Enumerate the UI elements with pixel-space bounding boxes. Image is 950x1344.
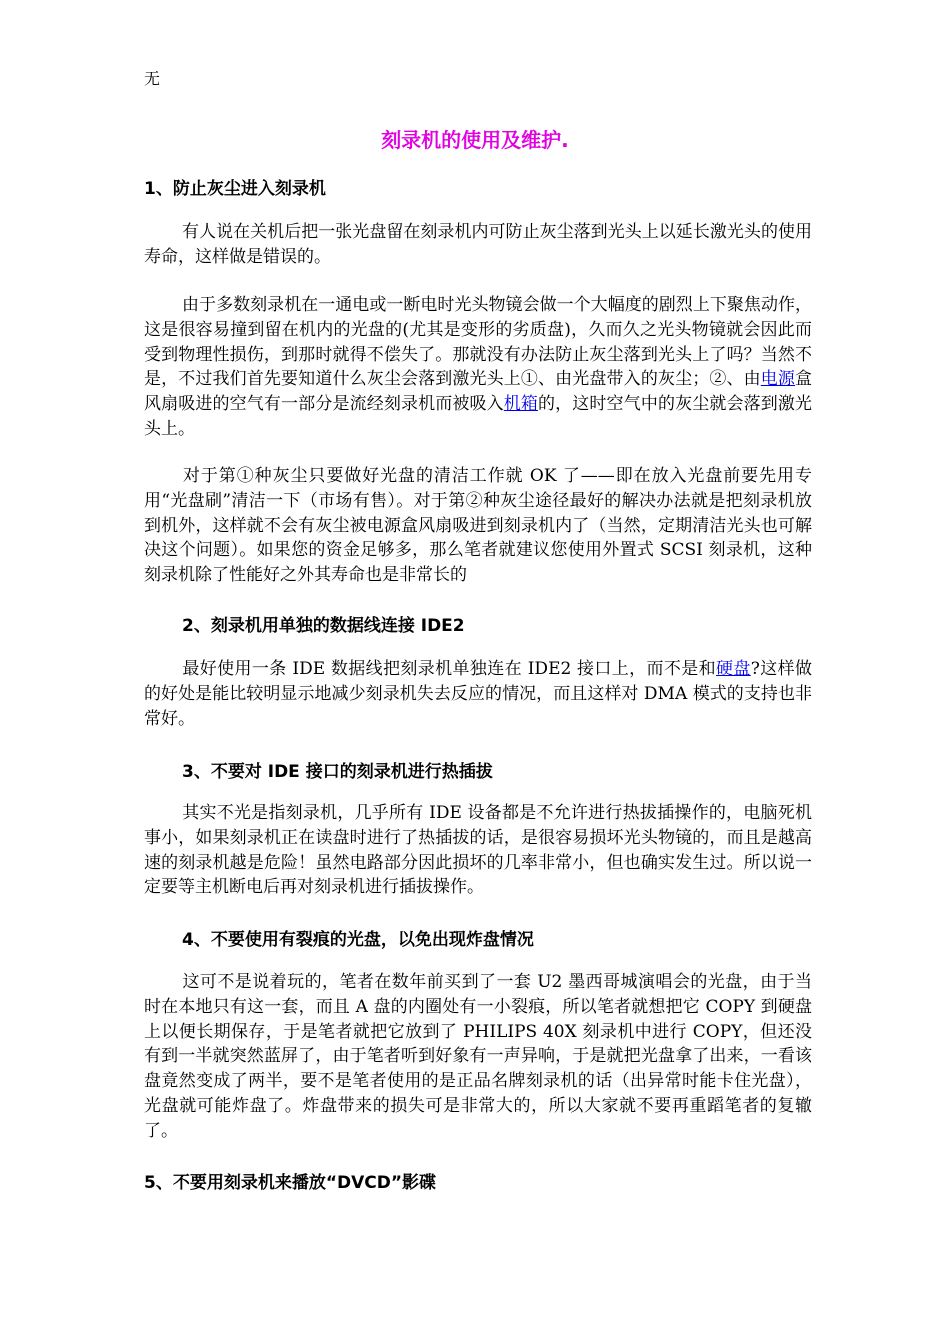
section-1-paragraph-1: 有人说在关机后把一张光盘留在刻录机内可防止灰尘落到光头上以延长激光头的使用寿命，这样做是错误的。 xyxy=(144,222,812,267)
section-4-paragraph-1: 这可不是说着玩的，笔者在数年前买到了一套 U2 墨西哥城演唱会的光盘，由于当时在本地只有这一套，而且 A 盘的内圈处有一小裂痕，所以笔者就想把它 COPY 到硬盘上以便长期保存，于是笔者就把它放到了 PHILIPS 40X 刻录机中进行 COPY，但还没有到一半就突然蓝屏了，由于笔者听到好象有一声异响，于是就把光盘拿了出来，一看该盘竟然变成了两半，要不是笔者使用的是正品名牌刻录机的话（出异常时能卡住光盘），光盘就可能炸盘了。炸盘带来的损失可是非常大的，所以大家就不要再重蹈笔者的复辙了。 xyxy=(144,972,812,1141)
section-3-heading: 3、不要对 IDE 接口的刻录机进行热插拔 xyxy=(182,762,493,782)
page-header: 无 xyxy=(144,69,161,88)
section-4-heading: 4、不要使用有裂痕的光盘，以免出现炸盘情况 xyxy=(182,930,534,950)
section-1-paragraph-2: 由于多数刻录机在一通电或一断电时光头物镜会做一个大幅度的剧烈上下聚焦动作，这是很容易撞到留在机内的光盘的(尤其是变形的劣质盘)，久而久之光头物镜就会因此而受到物理性损伤，到那时就得不偿失了。那就没有办法防止灰尘落到光头上了吗？当然不是，不过我们首先要知道什么灰尘会落到激光头上①、由光盘带入的灰尘；②、由电源盒风扇吸进的空气有一部分是流经刻录机而被吸入机箱的，这时空气中的灰尘就会落到激光头上。 xyxy=(144,295,813,439)
section-5-heading: 5、不要用刻录机来播放“DVCD”影碟 xyxy=(144,1173,437,1193)
section-1-paragraph-3: 对于第①种灰尘只要做好光盘的清洁工作就 OK 了——即在放入光盘前要先用专用“光盘刷”清洁一下（市场有售）。对于第②种灰尘途径最好的解决办法就是把刻录机放到机外，这样就不会有灰尘被电源盒风扇吸进到刻录机内了（当然，定期清洁光头也可解决这个问题）。如果您的资金足够多，那么笔者就建议您使用外置式 SCSI 刻录机，这种刻录机除了性能好之外其寿命也是非常长的 xyxy=(144,466,812,586)
chassis-link[interactable]: 机箱 xyxy=(503,394,539,415)
document-title: 刻录机的使用及维护. xyxy=(381,128,569,152)
hard-disk-link[interactable]: 硬盘 xyxy=(716,659,751,679)
section-1-heading: 1、防止灰尘进入刻录机 xyxy=(144,179,326,199)
section-2-paragraph-1: 最好使用一条 IDE 数据线把刻录机单独连在 IDE2 接口上，而不是和硬盘?这样做的好处是能比较明显示地减少刻录机失去反应的情况，而且这样对 DMA 模式的支持也非常好。 xyxy=(144,659,812,729)
section-2-heading: 2、刻录机用单独的数据线连接 IDE2 xyxy=(182,616,465,636)
section-3-paragraph-1: 其实不光是指刻录机，几乎所有 IDE 设备都是不允许进行热拔插操作的，电脑死机事小，如果刻录机正在读盘时进行了热插拔的话，是很容易损坏光头物镜的，而且是越高速的刻录机越是危险！虽然电路部分因此损坏的几率非常小，但也确实发生过。所以说一定要等主机断电后再对刻录机进行插拔操作。 xyxy=(144,803,812,898)
power-supply-link[interactable]: 电源 xyxy=(760,369,796,390)
